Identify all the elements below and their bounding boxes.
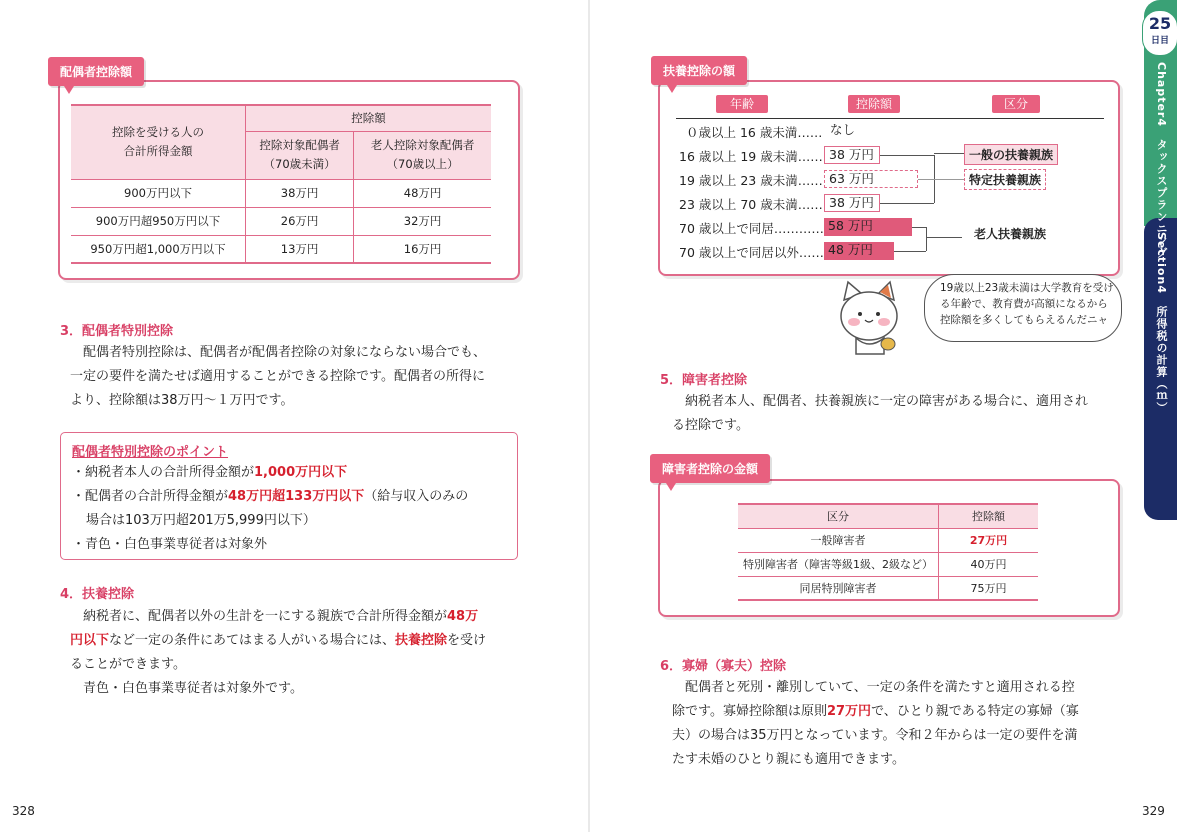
section6-heading: 6．寡婦（寡夫）控除 (660, 659, 787, 674)
table-cell: 32万円 (403, 214, 442, 228)
table-cell: 900万円超950万円以下 (71, 207, 246, 235)
section6-body: 配偶者と死別・離別していて、一定の条件を満たすと適用される控 除です。寡婦控除額は原則27万円で、ひとり親である特定の寡婦（寡 夫）の場合は35万円となっています。令和２年からは一定の要件を満 たす未婚のひとり親にも適用できます。 (672, 680, 1079, 767)
section4-heading: 4．扶養控除 (60, 587, 135, 602)
connector-line (926, 227, 927, 251)
spouse-deduction-tag: 配偶者控除額 (48, 57, 144, 86)
income-header: 控除を受ける人の 合計所得金額 (71, 105, 246, 179)
section4-body: 納税者に、配偶者以外の生計を一にする親族で合計所得金額が48万 円以下など一定の条件にあてはまる人がいる場合には、扶養控除を受け ることができます。 青色・白色事業専従者は対象外です。 (70, 609, 487, 696)
connector-line (926, 237, 962, 238)
connector-line (918, 179, 964, 180)
col-category-pill: 区分 (992, 95, 1040, 113)
amount-none: なし (830, 122, 856, 137)
table-cell: 同居特別障害者 (738, 576, 939, 600)
day-badge (1142, 10, 1177, 56)
table-cell: 950万円超1,000万円以下 (71, 235, 246, 263)
table-cell: 27万円 (969, 534, 1008, 547)
connector-line (880, 155, 934, 156)
header-rule (676, 118, 1104, 119)
disability-deduction-table (738, 503, 1038, 601)
amount-cell: 48 万円 (824, 242, 894, 260)
category-special: 特定扶養親族 (964, 169, 1046, 190)
table-cell: 900万円以下 (71, 179, 246, 207)
connector-line (912, 227, 926, 228)
age-row: 23 歳以上 70 歳未満…… (679, 197, 823, 212)
under70-header: 控除対象配偶者 （70歳未満） (246, 131, 354, 179)
point-title: 配偶者特別控除のポイント (72, 445, 229, 460)
point-list: ・納税者本人の合計所得金額が1,000万円以下 ・配偶者の合計所得金額が48万円超133万円以下（給与収入のみの 場合は103万円超201万5,999円以下） ・青色・白色事業専従者は対象外 (72, 465, 469, 552)
category-general: 一般の扶養親族 (964, 144, 1058, 165)
section-label: Section4 所得税の計算（ｍ） (1155, 232, 1168, 414)
table-cell: 48万円 (403, 186, 442, 200)
section3-heading: 3．配偶者特別控除 (60, 324, 174, 339)
table-cell: 13万円 (246, 235, 354, 263)
disability-category-header: 区分 (738, 504, 939, 528)
day-label: 日目 (1150, 36, 1169, 46)
chapter-label: Chapter4 タックスプランニング (1155, 62, 1168, 259)
table-cell: 40万円 (970, 558, 1007, 571)
table-cell: 75万円 (970, 581, 1007, 595)
page-number-left: 328 (12, 804, 35, 818)
cat-mascot-icon (832, 278, 908, 358)
table-cell: 38万円 (246, 179, 354, 207)
connector-line (934, 153, 964, 154)
amount-cell: 58 万円 (824, 218, 912, 236)
table-cell: 26万円 (246, 207, 354, 235)
chapter-sidebar (1144, 0, 1177, 520)
col-amount-pill: 控除額 (848, 95, 900, 113)
amount-cell: 38 万円 (824, 146, 880, 164)
over70-header: 老人控除対象配偶者 （70歳以上） (354, 131, 491, 179)
age-row: 70 歳以上で同居………… (679, 221, 824, 236)
age-row: ０歳以上 16 歳未満…… (686, 125, 823, 140)
table-cell: 16万円 (403, 241, 442, 256)
table-cell: 一般障害者 (738, 528, 939, 552)
connector-line (894, 251, 926, 252)
connector-line (880, 203, 934, 204)
disability-deduction-tag: 障害者控除の金額 (650, 454, 770, 483)
table-cell: 特別障害者（障害等級1級、2級など） (738, 552, 939, 576)
section5-body: 納税者本人、配偶者、扶養親族に一定の障害がある場合に、適用され る控除です。 (672, 394, 1089, 433)
page-gutter (588, 0, 590, 832)
section5-heading: 5．障害者控除 (660, 373, 748, 388)
amount-cell: 63 万円 (824, 170, 918, 188)
amount-cell: 38 万円 (824, 194, 880, 212)
category-elderly: 老人扶養親族 (974, 227, 1047, 241)
page-number-right: 329 (1142, 804, 1165, 818)
dependent-deduction-tag: 扶養控除の額 (651, 56, 747, 85)
spouse-deduction-table (71, 104, 491, 264)
day-number: 25 (1148, 14, 1172, 33)
section3-body: 配偶者特別控除は、配偶者が配偶者控除の対象にならない場合でも、 一定の要件を満たせば適用することができる控除です。配偶者の所得に より、控除額は38万円～１万円です。 (70, 345, 487, 408)
age-row: 19 歳以上 23 歳未満…… (679, 173, 823, 188)
age-row: 16 歳以上 19 歳未満…… (679, 149, 823, 164)
deduction-header: 控除額 (246, 105, 492, 131)
col-age-pill: 年齢 (716, 95, 768, 113)
speech-bubble-text: 19歳以上23歳未満は大学教育を受け る年齢で、教育費が高額になるから 控除額を多くしてもらえるんだニャ (940, 282, 1114, 326)
age-row: 70 歳以上で同居以外…… (679, 245, 824, 260)
disability-amount-header: 控除額 (972, 510, 1005, 524)
